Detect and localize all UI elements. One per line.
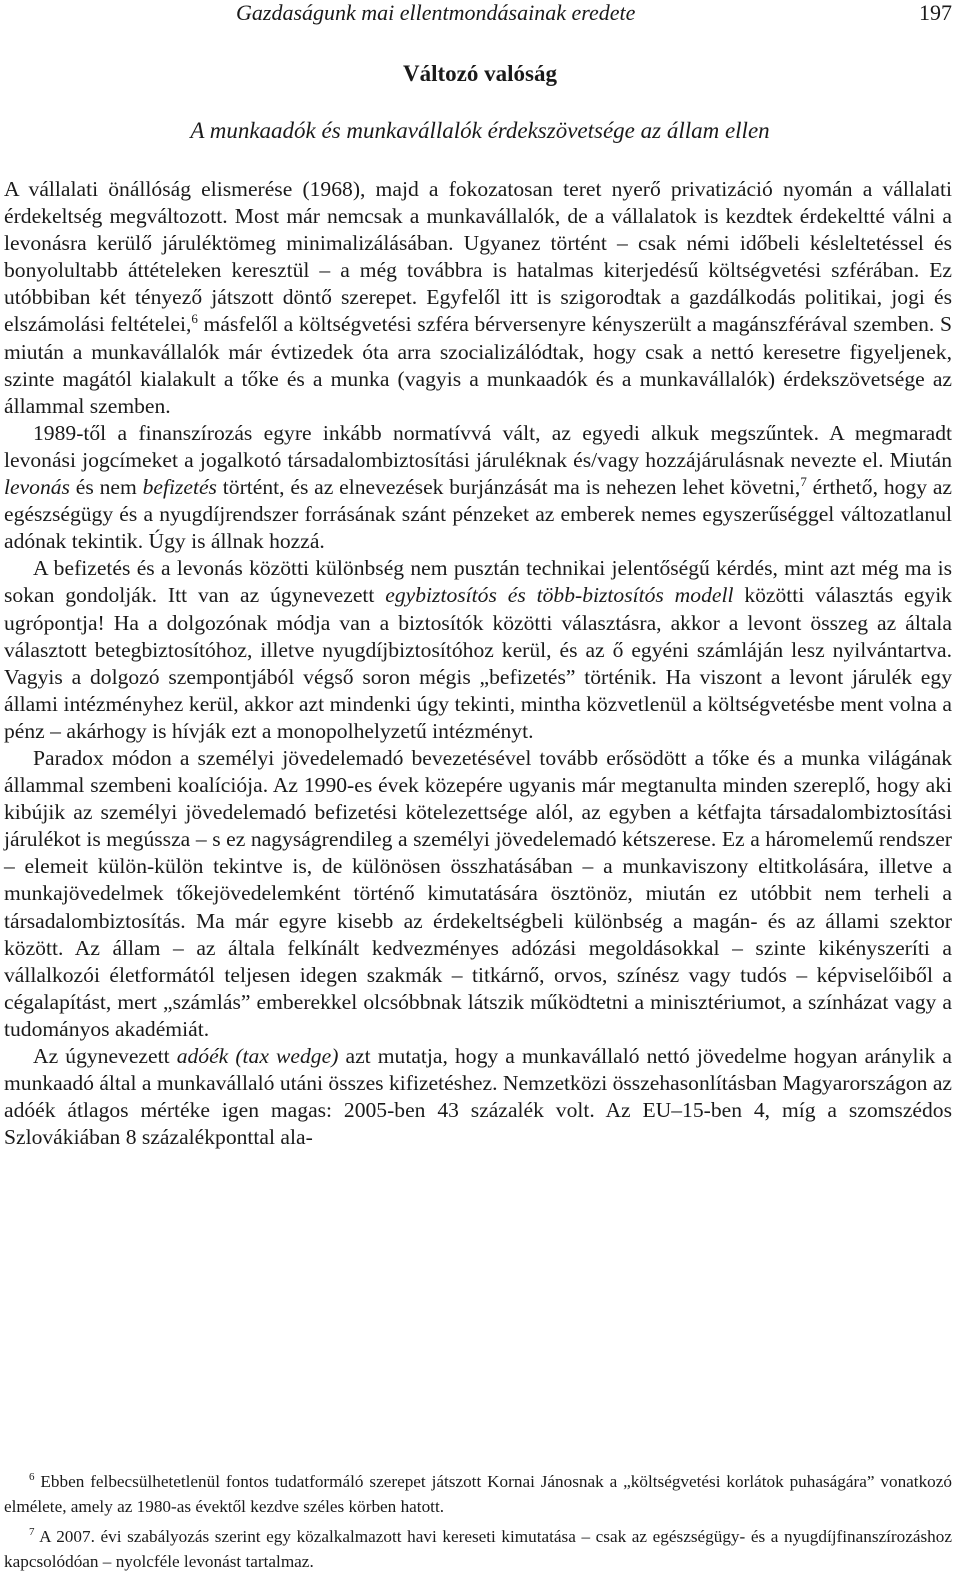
- footnote-reference[interactable]: 7: [800, 474, 807, 490]
- footnote-text: Ebben felbecsülhetetlenül fontos tudatformáló szerepet játszott Kornai Jánosnak a „költségvetési korlátok puhaságára” vonatkozó elmélete, amely az 1980-as évektől kezdve széles körben hatott.: [4, 1472, 952, 1516]
- paragraph: [4, 1043, 952, 1151]
- running-title: Gazdaságunk mai ellentmondásainak eredete: [236, 0, 636, 25]
- text-run: A vállalati önállóság elismerése (1968), majd a fokozatosan teret nyerő privatizáció nyomán a vállalati érdekeltség megváltozott. Most már nemcsak a munkavállalók, de a vállalatok is kezdtek érdekeltté válni a levonásra kerülő járuléktömeg minimalizálásában. Ugyanez történt – csak némi időbeli késleltetéssel és bonyolultabb áttételeken keresztül – a még továbbra is hatalmas kiterjedésű költségvetési szférában. Ez utóbbiban két tényező játszott döntő szerepet. Egyfelől itt is szigorodtak a gazdálkodás politikai, jogi és elszámolási feltételei,: [4, 177, 952, 337]
- page-number: 197: [919, 0, 952, 25]
- footnote-reference[interactable]: 6: [191, 311, 198, 327]
- emphasis: adóék (tax wedge): [176, 1044, 339, 1068]
- section-title: Változó valóság: [403, 61, 557, 86]
- emphasis: befizetés: [142, 475, 217, 500]
- footnote-number: 6: [29, 1471, 35, 1483]
- footnote: [4, 1525, 952, 1574]
- running-header: [6, 0, 952, 28]
- body-text: [4, 176, 952, 1151]
- footnotes: [4, 1470, 952, 1574]
- text-run: Az úgynevezett: [33, 1044, 177, 1068]
- text-run: másfelől a költségvetési szféra bérversenyre kényszerült a magánszférával szemben. S miután a munkavállalók már évtizedek óta arra szocializálódtak, hogy csak a nettó keresetre figyeljenek, szinte magától kialakult a tőke és a munka (vagyis a munkaadók és a munkavállalók) érdekszövetsége az állammal szemben.: [4, 312, 953, 418]
- text-run: és nem: [69, 475, 143, 500]
- paragraph: [4, 176, 952, 420]
- text-run: történt, és az elnevezések burjánzását ma is nehezen lehet követni,: [216, 475, 801, 500]
- footnote-number: 7: [29, 1526, 35, 1539]
- paragraph: [4, 555, 952, 745]
- text-run: azt mutatja, hogy a munkavállaló nettó jövedelme hogyan aránylik a munkaadó által a munkavállaló utáni összes kifizetéshez. Nemzetközi összehasonlításban Magyarországon az adóék átlagos mértéke igen magas: 2005-ben 43 százalék volt. Az EU–15-ben 4, míg a szomszédos Szlovákiában 8 százalékponttal ala-: [4, 1044, 952, 1150]
- paragraph: [4, 420, 952, 555]
- section-subtitle: A munkaadók és munkavállalók érdekszövetsége az állam ellen: [190, 118, 770, 143]
- paragraph: Paradox módon a személyi jövedelemadó bevezetésével tovább erősödött a tőke és a munka világának állammal szembeni koalíciója. Az 1990-es évek közepére ugyanis már megtanulta minden szereplő, hogy aki kibújik az személyi jövedelemadó befizetési kötelezettsége alól, az egyben a kétfajta társadalombiztosítási járulékot is megússza – s ez nagyságrendileg a személyi jövedelemadó kétszerese. Ez a háromelemű rendszer – elemeit külön-külön tekintve is, de különösen összhatásában – a munkaviszony eltitkolására, illetve a munkajövedelmek tőkejövedelemként történő kimutatására ösztönöz, miután ez utóbbit nem terheli a társadalombiztosítás. Ma már egyre kisebb az érdekeltségbeli különbség a magán- és az állami szektor között. Az állam – az általa felkínált kedvezményes adózási megoldásokkal – szinte kikényszeríti a vállalkozói életformától teljesen idegen szakmák – titkárnő, orvos, színész vagy tudós – képviselőiből a cégalapítást, mert „számlás” emberekkel olcsóbbnak látszik működtetni a minisztériumot, a színházat vagy a tudományos akadémiát.: [4, 745, 952, 1041]
- emphasis: levonás: [4, 475, 70, 500]
- text-run: érthető, hogy az egészségügy és a nyugdíjrendszer forrásának szánt pénzeket az emberek nemes egyszerűséggel változatlanul adónak tekintik. Úgy is állnak hozzá.: [4, 475, 952, 554]
- emphasis: egybiztosítós és több-biztosítós modell: [385, 583, 734, 608]
- text-run: A befizetés és a levonás közötti különbség nem pusztán technikai jelentőségű kérdés, mint azt még ma is sokan gondolják. Itt van az úgynevezett: [4, 556, 952, 608]
- text-run: közötti választás egyik ugrópontja! Ha a dolgozónak módja van a biztosítók közötti választásra, akkor a levont összeg az általa választott betegbiztosítóhoz, illetve nyugdíjbiztosítóhoz kerül, és az ő egyéni számláján lesz nyilvántartva. Vagyis a dolgozó szempontjából végső soron mégis „befizetés” történik. Ha viszont a levont járulék egy állami intézményhez kerül, akkor azt mindenki úgy tekinti, mintha közvetlenül a költségvetésbe ment volna a pénz – akárhogy is hívják ezt a monopolhelyzetű intézményt.: [4, 583, 952, 743]
- footnote-text: A 2007. évi szabályozás szerint egy közalkalmazott havi kereseti kimutatása – csak az egészségügy- és a nyugdíjfinanszírozáshoz kapcsolódóan – nyolcféle levonást tartalmaz.: [4, 1527, 952, 1571]
- footnote: [4, 1470, 952, 1519]
- text-run: 1989-től a finanszírozás egyre inkább normatívvá vált, az egyedi alkuk megszűntek. A megmaradt levonási jogcímeket a jogalkotó társadalombiztosítási járuléknak és/vagy hozzájárulásnak nevezte el. Miután: [4, 420, 952, 472]
